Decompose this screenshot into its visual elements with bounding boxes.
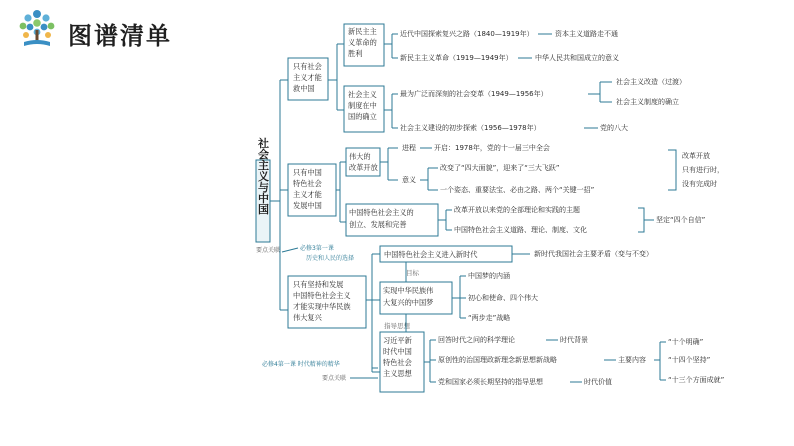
node-2b-label: 中国特色社会主义的创立、发展和完善	[349, 208, 414, 229]
t1-a1r: 资本主义道路走不通	[555, 30, 618, 38]
t3-c2r: 主要内容	[618, 356, 646, 364]
t1-a2: 新民主主义革命（1919—1949年）	[400, 54, 513, 62]
t2-side-2: 只有进行时，	[682, 166, 724, 174]
t3-b2: 初心和使命、四个伟大	[468, 294, 538, 302]
key-note-2: 要点关联	[322, 375, 347, 382]
t1-a2r: 中华人民共和国成立的意义	[535, 54, 619, 62]
t1-b1r2: 社会主义制度的确立	[616, 98, 679, 106]
node-3c-label: 习近平新时代中国特色社会主义思想	[383, 336, 412, 378]
branch-2-label: 只有中国特色社会主义才能发展中国	[293, 168, 322, 210]
t2-b1: 改革开放以来党的全部理论和实践的主题	[454, 206, 580, 214]
tag-guide: 指导思想	[384, 322, 410, 330]
ref-note-2: 必修4第一课 时代精神的精华	[262, 361, 340, 368]
t3-b3: “两步走”战略	[468, 314, 511, 322]
t2-side-1: 改革开放	[682, 152, 710, 160]
node-1a-label: 新民主主义革命的胜利	[348, 27, 377, 58]
t3-a: 新时代我国社会主要矛盾（变与不变）	[534, 250, 653, 258]
t3-d2: “十四个坚持”	[668, 356, 711, 364]
t1-b2r: 党的八大	[600, 124, 628, 132]
t1-b1: 最为广泛而深刻的社会变革（1949—1956年）	[400, 90, 548, 98]
t2-m2: 一个姿态、重要法宝、必由之路、两个“关键一招”	[440, 186, 595, 194]
t3-d3: “十三个方面成就”	[668, 376, 725, 384]
node-2a-label: 伟大的改革开放	[349, 152, 378, 172]
node-3a-label: 中国特色社会主义进入新时代	[384, 250, 478, 259]
t3-c3r: 时代价值	[584, 378, 612, 386]
t1-a1: 近代中国探索复兴之路（1840—1919年）	[400, 30, 534, 38]
t3-c1: 回答时代之问的科学理论	[438, 336, 515, 344]
t2-br: 坚定“四个自信”	[656, 216, 706, 224]
root-label: 社会主义与中国	[256, 137, 270, 215]
t3-b1: 中国梦的内涵	[468, 272, 510, 280]
node-1b-label: 社会主义制度在中国的确立	[348, 90, 377, 121]
ref-note-1b: 历史和人民的选择	[306, 255, 355, 262]
t3-c2: 原创性的治国理政新理念新思想新战略	[438, 356, 557, 364]
page-title: 图谱清单	[68, 22, 172, 50]
t2-proc-text: 开启：1978年，党的十一届三中全会	[434, 144, 550, 152]
t3-c3: 党和国家必须长期坚持的指导思想	[438, 378, 543, 386]
t2-m1: 改变了“四大面貌”，迎来了“三大飞跃”	[440, 164, 560, 172]
key-note-1: 要点关联	[256, 247, 281, 254]
node-3b-label: 实现中华民族伟大复兴的中国梦	[383, 286, 434, 307]
t2-b2: 中国特色社会主义道路、理论、制度、文化	[454, 226, 587, 234]
t3-d1: “十个明确”	[668, 338, 704, 346]
branch-1-label: 只有社会主义才能救中国	[293, 62, 322, 93]
branch-3-label: 只有坚持和发展中国特色社会主义才能实现中华民族伟大复兴	[293, 280, 351, 322]
t1-b2: 社会主义建设的初步探索（1956—1978年）	[400, 124, 541, 132]
t2-mean: 意义	[402, 176, 416, 184]
t1-b1r1: 社会主义改造（过渡）	[616, 78, 686, 86]
ref-note-1a: 必修3第一课	[300, 245, 334, 252]
t2-side-3: 没有完成时	[682, 180, 717, 188]
t2-proc: 进程	[402, 144, 416, 152]
tag-goal: 目标	[406, 269, 419, 277]
t3-c1r: 时代背景	[560, 336, 588, 344]
